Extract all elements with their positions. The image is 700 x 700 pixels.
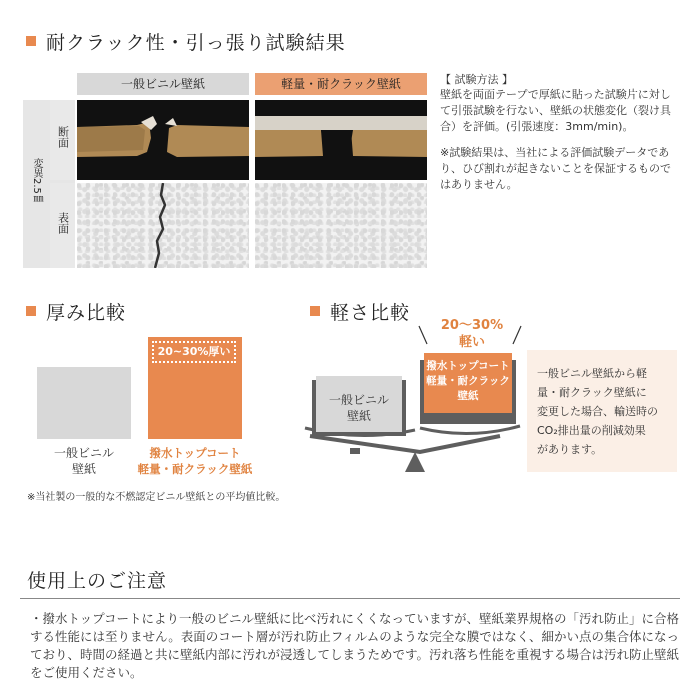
side-label-displacement: 変異2.5㎜: [31, 158, 42, 204]
label-vinyl: 一般ビニル 壁紙: [53, 446, 114, 476]
label-lightweight: 撥水トップコート 軽量・耐クラック壁紙: [137, 446, 253, 476]
weight-info-box: 一般ビニル壁紙から軽 量・耐クラック壁紙に 変更した場合、輸送時の CO₂排出量の削減効果 があります。: [527, 350, 677, 472]
column-header-vinyl: 一般ビニル壁紙: [77, 73, 249, 95]
scale-box-lightweight: 撥水トップコート 軽量・耐クラック 壁紙: [424, 353, 512, 413]
section-title-crack: 耐クラック性・引っ張り試験結果: [46, 32, 346, 54]
caution-text: ・撥水トップコートにより一般のビニル壁紙に比べ汚れにくくなっていますが、壁紙業界規格の「汚れ防止」に合格する性能には至りません。表面のコート層が汚れ防止フィルムのような完全な膜ではなく、細かい点の集合体になっており、時間の経過と共に壁紙内部に汚れが浸透してしまうためです。汚れ落ち性能を重視する場合は汚れ防止壁紙をご使用ください。: [30, 611, 680, 680]
row-label-surface: 表面: [56, 212, 70, 234]
caution-divider: [20, 598, 680, 599]
scale-box-vinyl: 一般ビニル 壁紙: [316, 376, 402, 432]
section-marker: [26, 36, 36, 46]
column-header-lightweight: 軽量・耐クラック壁紙: [255, 73, 427, 95]
bar-vinyl: [37, 367, 131, 439]
section-marker: [26, 306, 36, 316]
caution-title: 使用上のご注意: [27, 570, 168, 592]
photo-lightweight-surface: [255, 183, 427, 268]
photo-lightweight-cross-section: [255, 100, 427, 180]
row-label-section: 断面: [56, 126, 70, 148]
section-title-thickness: 厚み比較: [46, 302, 127, 324]
thickness-footnote: ※当社製の一般的な不燃認定ビニル壁紙との平均値比較。: [27, 492, 286, 503]
section-marker: [310, 306, 320, 316]
disclaimer-text: ※試験結果は、当社による評価試験データであり、ひび割れが起きないことを保証するものではありません。: [440, 146, 671, 191]
photo-vinyl-cross-section: [77, 100, 249, 180]
method-title: 【 試験方法 】: [440, 73, 513, 86]
photo-vinyl-surface: [77, 183, 249, 268]
badge-thicker: 20~30%厚い: [152, 341, 236, 363]
method-text: 壁紙を両面テープで厚紙に貼った試験片に対して引張試験を行ない、壁紙の状態変化（裂け具合）を評価。(引張速度：3mm/min)。: [440, 88, 671, 133]
section-title-weight: 軽さ比較: [330, 302, 411, 324]
badge-lighter: 20～30% 軽い: [440, 318, 504, 350]
